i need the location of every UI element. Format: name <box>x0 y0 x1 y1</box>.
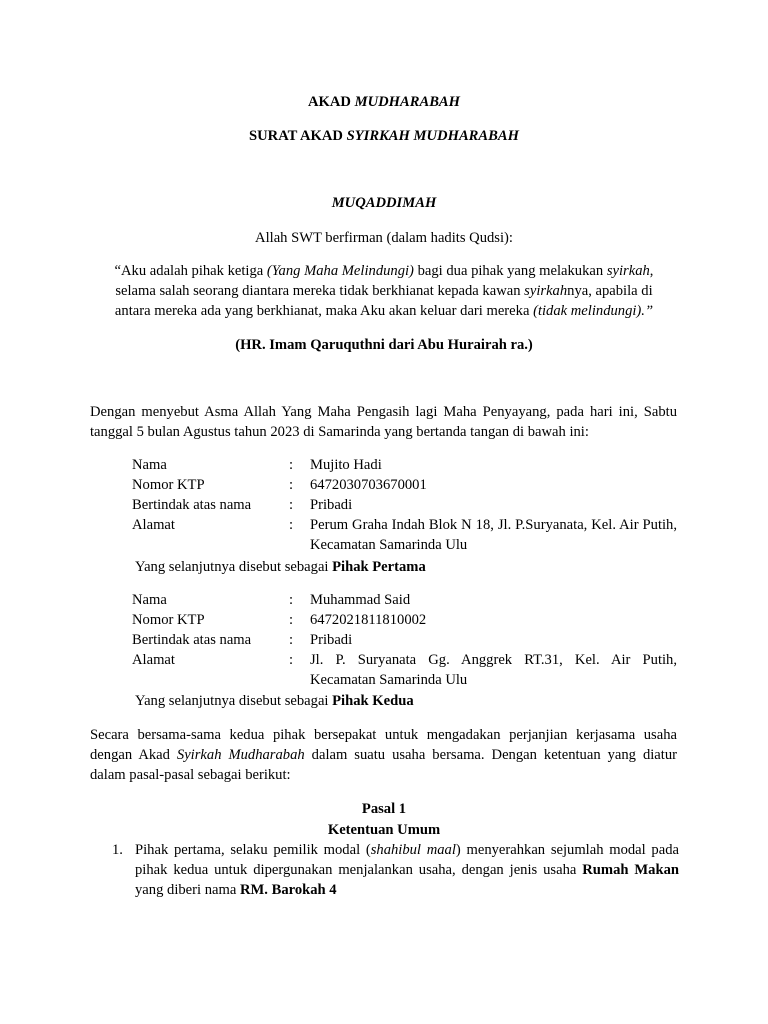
party-2-row-alamat <box>132 650 677 690</box>
field-label: Alamat <box>132 652 175 668</box>
party-1-designation: Yang selanjutnya disebut sebagai Pihak Pertama <box>135 559 426 575</box>
field-label: Nomor KTP <box>132 612 205 628</box>
list-number: 1. <box>112 842 123 858</box>
pasal-1-heading: Pasal 1 <box>361 801 407 817</box>
party-1-details <box>132 455 677 555</box>
party-2-row-nama <box>132 590 677 610</box>
party-2-designation: Yang selanjutnya disebut sebagai Pihak Kedua <box>135 693 414 709</box>
opening-paragraph: Dengan menyebut Asma Allah Yang Maha Pengasih lagi Maha Penyayang, pada hari ini, Sabtu tanggal 5 bulan Agustus tahun 2023 di Samarinda yang bertanda tangan di bawah ini: <box>90 404 677 440</box>
field-value: Perum Graha Indah Blok N 18, Jl. P.Suryanata, Kel. Air Putih, Kecamatan Samarinda Ulu <box>310 517 677 553</box>
colon: : <box>289 477 294 493</box>
colon: : <box>289 517 294 533</box>
field-label: Bertindak atas nama <box>132 497 252 513</box>
quote-line-1: “Aku adalah pihak ketiga (Yang Maha Melindungi) bagi dua pihak yang melakukan syirkah, <box>114 263 654 279</box>
colon: : <box>289 497 294 513</box>
document-title: AKAD MUDHARABAH <box>307 94 461 110</box>
field-value: Pribadi <box>310 632 353 648</box>
party-1-row-nama <box>132 455 677 475</box>
agreement-paragraph: Secara bersama-sama kedua pihak bersepakat untuk mengadakan perjanjian kerjasama usaha dengan Akad Syirkah Mudharabah dalam suatu usaha bersama. Dengan ketentuan yang diatur dalam pasal-pasal sebagai berikut: <box>90 727 677 783</box>
party-2-row-atas-nama <box>132 630 677 650</box>
field-value: Jl. P. Suryanata Gg. Anggrek RT.31, Kel. Air Putih, Kecamatan Samarinda Ulu <box>310 652 677 688</box>
muqaddimah-intro: Allah SWT berfirman (dalam hadits Qudsi): <box>255 230 513 246</box>
party-2-details <box>132 590 677 690</box>
party-1-row-atas-nama <box>132 495 677 515</box>
field-value: 6472030703670001 <box>310 477 427 493</box>
party-2-row-ktp <box>132 610 677 630</box>
colon: : <box>289 632 294 648</box>
quote-line-2: selama salah seorang diantara mereka tidak berkhianat kepada kawan syirkahnya, apabila di <box>115 283 653 299</box>
field-value: Muhammad Said <box>310 592 411 608</box>
colon: : <box>289 457 294 473</box>
quote-line-3: antara mereka ada yang berkhianat, maka Aku akan keluar dari mereka (tidak melindungi).” <box>114 303 654 319</box>
field-value: Pribadi <box>310 497 353 513</box>
hadith-source: (HR. Imam Qaruquthni dari Abu Hurairah ra.) <box>235 337 533 353</box>
muqaddimah-heading: MUQADDIMAH <box>331 195 437 211</box>
field-label: Nomor KTP <box>132 477 205 493</box>
field-label: Nama <box>132 592 167 608</box>
pasal-1-subheading: Ketentuan Umum <box>327 822 441 838</box>
party-1-row-alamat <box>132 515 677 555</box>
field-label: Alamat <box>132 517 175 533</box>
colon: : <box>289 592 294 608</box>
field-label: Bertindak atas nama <box>132 632 252 648</box>
colon: : <box>289 612 294 628</box>
field-label: Nama <box>132 457 167 473</box>
field-value: 6472021811810002 <box>310 612 427 628</box>
document-subtitle: SURAT AKAD SYIRKAH MUDHARABAH <box>249 128 519 144</box>
list-item-text: Pihak pertama, selaku pemilik modal (shahibul maal) menyerahkan sejumlah modal pada pihak kedua untuk dipergunakan menjalankan usaha, dengan jenis usaha Rumah Makan yang diberi nama RM. Barokah 4 <box>135 842 680 898</box>
party-1-row-ktp <box>132 475 677 495</box>
colon: : <box>289 652 294 668</box>
field-value: Mujito Hadi <box>310 457 382 473</box>
